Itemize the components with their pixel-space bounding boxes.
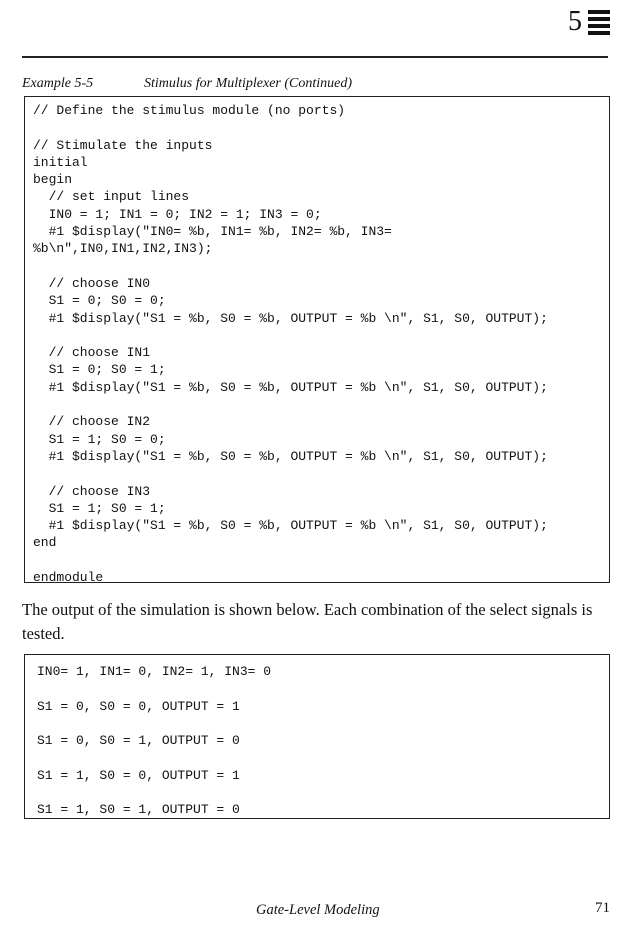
code-line: S1 = 0; S0 = 0; bbox=[33, 293, 166, 309]
output-line: S1 = 1, S0 = 0, OUTPUT = 1 bbox=[37, 767, 240, 783]
code-line: #1 $display("S1 = %b, S0 = %b, OUTPUT = %b \n", S1, S0, OUTPUT); bbox=[33, 379, 548, 395]
chapter-number: 5 bbox=[568, 6, 582, 37]
example-title: Stimulus for Multiplexer (Continued) bbox=[144, 76, 353, 91]
code-line: end bbox=[33, 535, 57, 551]
example-caption bbox=[22, 76, 352, 92]
code-line: IN0 = 1; IN1 = 0; IN2 = 1; IN3 = 0; bbox=[33, 206, 322, 222]
page-number: 71 bbox=[595, 900, 610, 916]
code-line: // choose IN1 bbox=[33, 345, 151, 361]
code-line: initial bbox=[33, 154, 88, 170]
code-line: #1 $display("S1 = %b, S0 = %b, OUTPUT = %b \n", S1, S0, OUTPUT); bbox=[33, 518, 548, 534]
header-rule bbox=[22, 56, 608, 58]
chapter-bars-icon bbox=[588, 10, 610, 35]
chapter-marker bbox=[568, 8, 610, 36]
code-line: #1 $display("S1 = %b, S0 = %b, OUTPUT = %b \n", S1, S0, OUTPUT); bbox=[33, 448, 548, 464]
code-line: endmodule bbox=[33, 570, 104, 586]
code-line: S1 = 1; S0 = 1; bbox=[33, 500, 166, 516]
code-line: S1 = 1; S0 = 0; bbox=[33, 431, 166, 447]
code-line: // Define the stimulus module (no ports) bbox=[33, 103, 346, 118]
code-line: // choose IN3 bbox=[33, 483, 151, 499]
code-line: S1 = 0; S0 = 1; bbox=[33, 362, 166, 378]
output-line: S1 = 0, S0 = 1, OUTPUT = 0 bbox=[37, 733, 240, 749]
stimulus-code-box bbox=[24, 96, 610, 586]
code-line: begin bbox=[33, 172, 73, 188]
output-line: S1 = 1, S0 = 1, OUTPUT = 0 bbox=[37, 802, 240, 818]
code-line: // choose IN2 bbox=[33, 414, 151, 430]
stimulus-code-listing bbox=[33, 102, 603, 586]
code-line: #1 $display("IN0= %b, IN1= %b, IN2= %b, IN3= bbox=[33, 224, 392, 240]
output-line: IN0= 1, IN1= 0, IN2= 1, IN3= 0 bbox=[37, 664, 272, 679]
code-line: // Stimulate the inputs bbox=[33, 137, 213, 153]
code-line: // choose IN0 bbox=[33, 275, 151, 291]
output-line: S1 = 0, S0 = 0, OUTPUT = 1 bbox=[37, 698, 240, 714]
footer-title: Gate-Level Modeling bbox=[256, 902, 380, 918]
code-line: #1 $display("S1 = %b, S0 = %b, OUTPUT = %b \n", S1, S0, OUTPUT); bbox=[33, 310, 548, 326]
code-line: %b\n",IN0,IN1,IN2,IN3); bbox=[33, 241, 213, 257]
body-paragraph: The output of the simulation is shown below. Each combination of the select signals is tested. bbox=[22, 600, 593, 643]
code-line: // set input lines bbox=[33, 189, 190, 205]
simulation-output-box bbox=[24, 654, 610, 819]
simulation-output-listing bbox=[37, 663, 603, 819]
example-number: Example 5-5 bbox=[22, 76, 94, 91]
